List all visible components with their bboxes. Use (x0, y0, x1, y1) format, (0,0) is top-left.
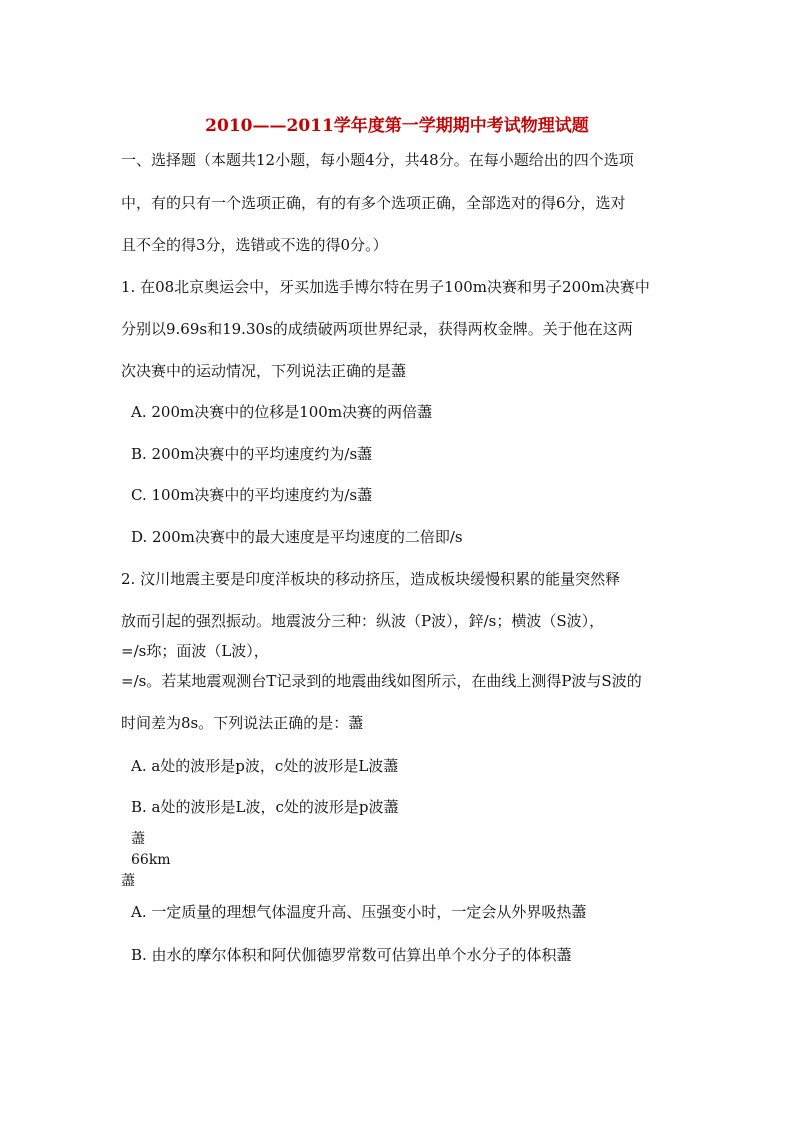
question-1-line-1: 1. 在08北京奥运会中，牙买加选手博尔特在男子100m决赛和男子200m决赛中 (121, 278, 650, 296)
question-2-line-4: =/s。若某地震观测台T记录到的地震曲线如图所示，在曲线上测得P波与S波的 (121, 672, 642, 690)
question-2-option-a: A. a处的波形是p波，c处的波形是L波藎 (131, 757, 399, 775)
question-2-line-2: 放而引起的强烈振动。地震波分三种：纵波（P波），鋅/s；横波（S波）， (121, 612, 605, 630)
question-3-option-a: A. 一定质量的理想气体温度升高、压强变小时，一定会从外界吸热藎 (131, 903, 587, 921)
section-instruction-line-1: 一、选择题（本题共12小题，每小题4分，共48分。在每小题给出的四个选项 (121, 151, 634, 169)
question-1-option-b: B. 200m决赛中的平均速度约为/s藎 (131, 445, 373, 463)
question-2-line-1: 2. 汶川地震主要是印度洋板块的移动挤压，造成板块缓慢积累的能量突然释 (121, 570, 621, 588)
question-1-line-2: 分别以9.69s和19.30s的成绩破两项世界纪录，获得两枚金牌。关于他在这两 (121, 320, 633, 338)
section-instruction-line-3: 且不全的得3分，选错或不选的得0分。） (121, 236, 388, 254)
question-2-option-b: B. a处的波形是L波，c处的波形是p波藎 (131, 798, 399, 816)
question-1-option-d: D. 200m决赛中的最大速度是平均速度的二倍即/s (131, 528, 463, 546)
figure-distance-label: 66km (131, 852, 171, 868)
stray-glyph-2: 藎 (121, 873, 135, 889)
section-instruction-line-2: 中，有的只有一个选项正确，有的有多个选项正确，全部选对的得6分，选对 (121, 194, 626, 212)
stray-glyph-1: 藎 (131, 831, 145, 847)
question-1-option-c: C. 100m决赛中的平均速度约为/s藎 (131, 486, 373, 504)
question-3-option-b: B. 由水的摩尔体积和阿伏伽德罗常数可估算出单个水分子的体积藎 (131, 946, 572, 964)
question-2-line-5: 时间差为8s。下列说法正确的是：藎 (121, 714, 364, 732)
exam-title: 2010——2011学年度第一学期期中考试物理试题 (205, 116, 589, 136)
question-2-line-3: =/s珎；面波（L波）， (121, 642, 269, 660)
question-1-line-3: 次决赛中的运动情况，下列说法正确的是藎 (121, 362, 407, 380)
question-1-option-a: A. 200m决赛中的位移是100m决赛的两倍藎 (131, 403, 433, 421)
